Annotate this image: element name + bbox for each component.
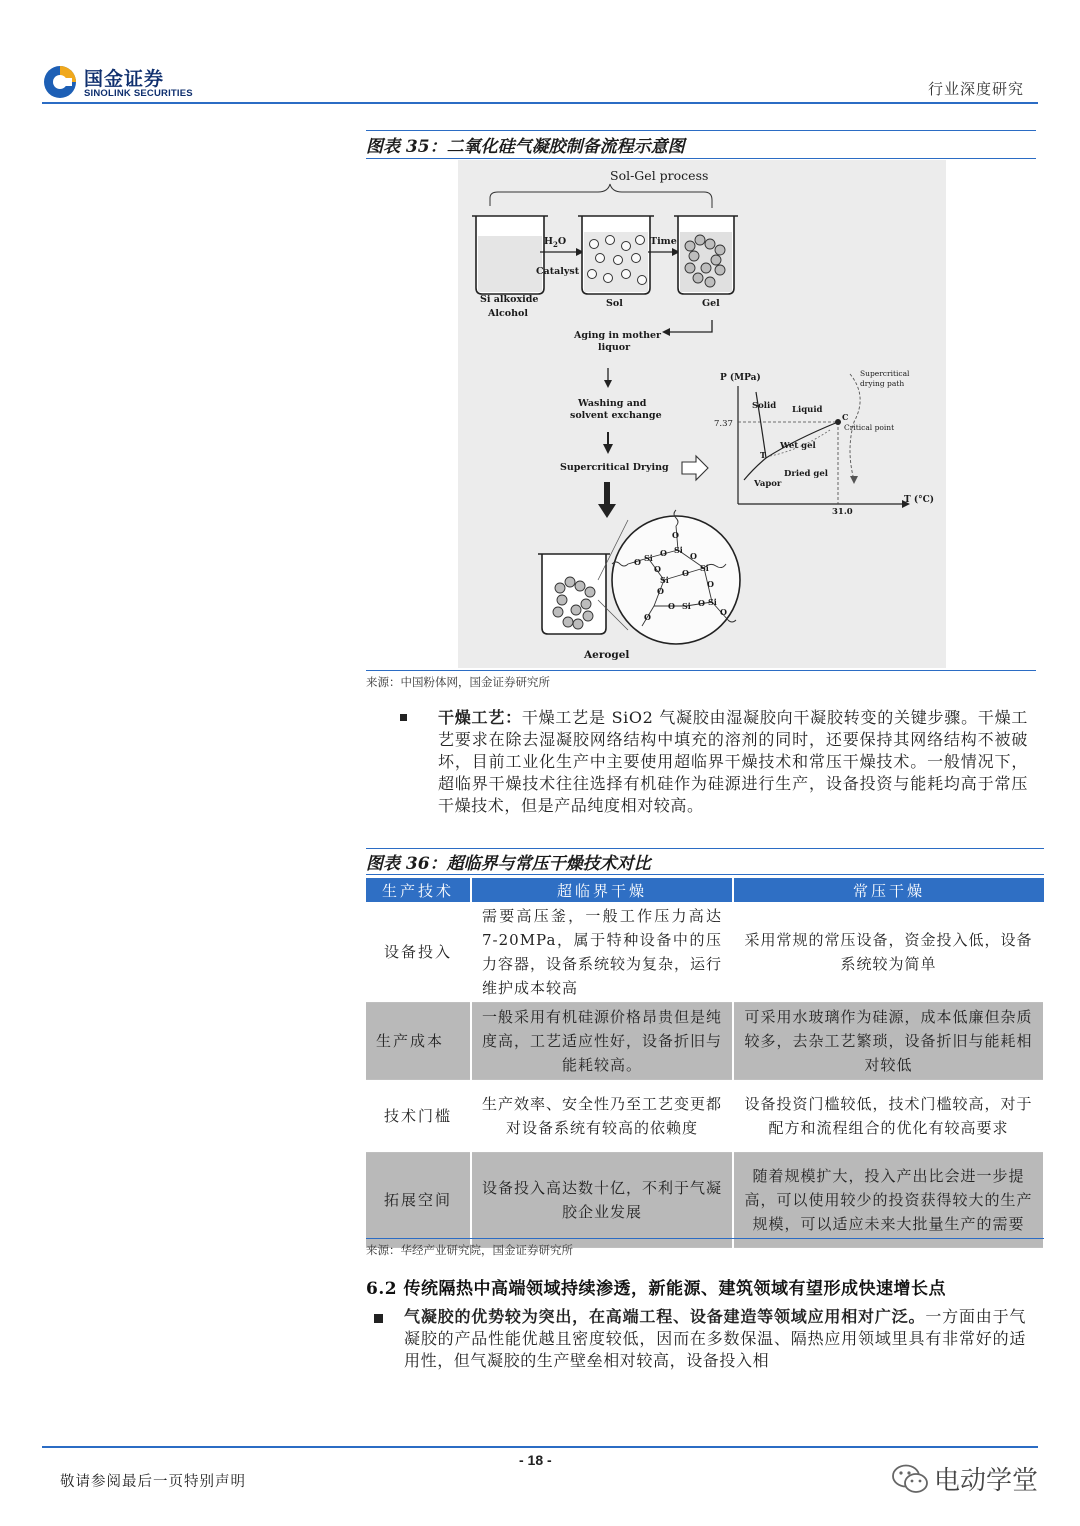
beaker-alkoxide-icon — [472, 216, 548, 294]
svg-text:H2O: $H_2O$ — [544, 236, 567, 249]
section-heading: 6.2 传统隔热中高端领域持续渗透，新能源、建筑领域有望形成快速增长点 — [366, 1279, 946, 1299]
svg-text:Washing and: Washing and — [578, 398, 647, 409]
svg-text:O: O — [672, 530, 679, 540]
table-cell: 生产成本 — [366, 1003, 471, 1080]
header-rule — [42, 102, 1038, 104]
beaker-gel-icon — [674, 216, 738, 294]
svg-text:Aerogel: Aerogel — [584, 649, 630, 661]
svg-text:O: O — [654, 564, 661, 574]
svg-text:O: O — [720, 607, 727, 617]
table-header-row — [366, 878, 1044, 902]
table-row — [366, 1003, 1044, 1080]
svg-text:drying path: drying path — [860, 379, 905, 388]
beaker-sol-icon — [578, 216, 654, 294]
svg-text:T: T — [760, 450, 766, 460]
table-cell: 设备投入 — [366, 902, 471, 1003]
svg-text:liquor: liquor — [598, 342, 631, 353]
table-row — [366, 1153, 1044, 1248]
svg-text:O: O — [707, 579, 714, 589]
table-cell: 一般采用有机硅源价格昂贵但是纯度高，工艺适应性好，设备折旧与能耗较高。 — [471, 1003, 733, 1080]
svg-text:Time: Time — [650, 236, 677, 247]
section62-text: 一方面由于气凝胶的产品性能优越且密度较低，因而在多数保温、隔热应用领域里具有非常好的适用性，但气凝胶的生产壁垒相对较高，设备投入相 — [404, 1307, 1026, 1370]
section62-lead: 气凝胶的优势较为突出，在高端工程、设备建造等领域应用相对广泛。 — [404, 1307, 926, 1326]
table-cell: 生产效率、安全性乃至工艺变更都对设备系统有较高的依赖度 — [471, 1080, 733, 1153]
svg-text:7.37: 7.37 — [714, 419, 733, 429]
table-cell: 随着规模扩大，投入产出比会进一步提高，可以使用较少的投资获得较大的生产规模，可以适应未来大批量生产的需要 — [733, 1153, 1044, 1248]
brand-name-en: SINOLINK SECURITIES — [84, 88, 193, 99]
svg-text:solvent exchange: solvent exchange — [570, 410, 662, 421]
svg-text:Vapor: Vapor — [754, 479, 782, 489]
svg-text:Si: Si — [700, 563, 709, 573]
svg-text:T (°C): T (°C) — [904, 495, 935, 505]
svg-text:Wet gel: Wet gel — [780, 441, 816, 451]
figure35-bottom-rule — [366, 158, 1036, 159]
svg-text:O: O — [657, 586, 664, 596]
table-cell: 设备投资门槛较低，技术门槛较高，对于配方和流程组合的优化有较高要求 — [733, 1080, 1044, 1153]
svg-text:O: O — [634, 557, 641, 567]
drying-text: 干燥工艺是 SiO2 气凝胶由湿凝胶向干凝胶转变的关键步骤。干燥工艺要求在除去湿凝胶网络结构中填充的溶剂的同时，还要保持其网络结构不被破坏，目前工业化生产中主要使用超临界干燥技术和常压干燥技术。一般情况下，超临界干燥技术往往选择有机硅作为硅源进行生产，设备投资与能耗均高于常压干燥技术，但是产品纯度相对较高。 — [438, 708, 1028, 815]
drying-lead: 干燥工艺： — [438, 708, 522, 727]
table-row — [366, 1080, 1044, 1153]
figure35-top-rule — [366, 130, 1036, 131]
table-cell: 技术门槛 — [366, 1080, 471, 1153]
svg-text:Si: Si — [682, 601, 691, 611]
beaker-aerogel-icon — [538, 554, 610, 634]
svg-text:C: C — [842, 412, 849, 422]
drying-comparison-table — [366, 878, 1045, 1248]
svg-text:Critical point: Critical point — [844, 423, 895, 432]
table-cell: 需要高压釜，一般工作压力高达 7-20MPa，属于特种设备中的压力容器，设备系统较为复杂，运行维护成本较高 — [471, 902, 733, 1003]
figure36-source: 来源：华经产业研究院，国金证券研究所 — [366, 1243, 573, 1257]
svg-text:O: O — [660, 548, 667, 558]
svg-text:Dried gel: Dried gel — [784, 469, 828, 479]
table-header: 生产技术 — [366, 878, 471, 902]
report-type: 行业深度研究 — [927, 80, 1024, 98]
svg-text:O: O — [644, 612, 651, 622]
figure36-bottom-rule — [366, 874, 1044, 875]
table-cell: 拓展空间 — [366, 1153, 471, 1248]
figure35-source-rule — [366, 670, 1036, 671]
silica-network-icon — [612, 510, 740, 644]
svg-text:O: O — [668, 601, 675, 611]
svg-text:Alcohol: Alcohol — [488, 308, 528, 319]
svg-text:Gel: Gel — [702, 298, 720, 309]
svg-text:Si: Si — [708, 597, 717, 607]
page-number: - 18 - — [519, 1452, 552, 1468]
svg-text:P (MPa): P (MPa) — [720, 373, 761, 383]
figure35-title: 图表 35：二氧化硅气凝胶制备流程示意图 — [366, 137, 685, 157]
sinolink-logo-icon — [42, 64, 78, 100]
table-header: 超临界干燥 — [471, 878, 733, 902]
disclaimer-note: 敬请参阅最后一页特别声明 — [60, 1474, 246, 1490]
svg-text:Sol: Sol — [606, 298, 623, 309]
svg-text:Si: Si — [674, 545, 683, 555]
svg-text:Supercritical: Supercritical — [860, 369, 910, 378]
wechat-icon — [890, 1462, 930, 1496]
table-cell: 可采用水玻璃作为硅源，成本低廉但杂质较多，去杂工艺繁琐，设备折旧与能耗相对较低 — [733, 1003, 1044, 1080]
table-cell: 采用常规的常压设备，资金投入低，设备系统较为简单 — [733, 902, 1044, 1003]
svg-text:Si alkoxide: Si alkoxide — [480, 294, 539, 305]
table-row — [366, 902, 1044, 1003]
svg-text:O: O — [698, 598, 705, 608]
svg-text:31.0: 31.0 — [832, 507, 853, 517]
svg-text:Liquid: Liquid — [792, 405, 823, 415]
aerogel-process-diagram — [458, 160, 946, 668]
svg-text:Si: Si — [660, 575, 669, 585]
svg-text:Supercritical Drying: Supercritical Drying — [560, 462, 669, 473]
svg-text:Solid: Solid — [752, 401, 777, 411]
drying-paragraph — [438, 707, 1028, 817]
bullet-square-icon — [400, 714, 407, 721]
brand-name-cn: 国金证券 — [84, 68, 165, 90]
svg-text:O: O — [690, 551, 697, 561]
figure36-source-rule — [366, 1238, 1044, 1239]
figure35-source: 来源：中国粉体网，国金证券研究所 — [366, 675, 550, 689]
table-header: 常压干燥 — [733, 878, 1044, 902]
svg-text:Aging in mother: Aging in mother — [574, 330, 662, 341]
watermark-text: 电动学堂 — [934, 1466, 1039, 1496]
svg-text:Catalyst: Catalyst — [536, 266, 580, 277]
svg-text:Si: Si — [644, 553, 653, 563]
section62-paragraph — [404, 1306, 1026, 1374]
diagram-solgel-label: Sol-Gel process — [610, 168, 709, 183]
table-cell: 设备投入高达数十亿，不利于气凝胶企业发展 — [471, 1153, 733, 1248]
phase-diagram — [714, 369, 934, 517]
footer-rule — [42, 1446, 1038, 1448]
bullet-square-icon — [374, 1314, 383, 1323]
figure36-title: 图表 36：超临界与常压干燥技术对比 — [366, 854, 651, 874]
svg-text:O: O — [682, 568, 689, 578]
